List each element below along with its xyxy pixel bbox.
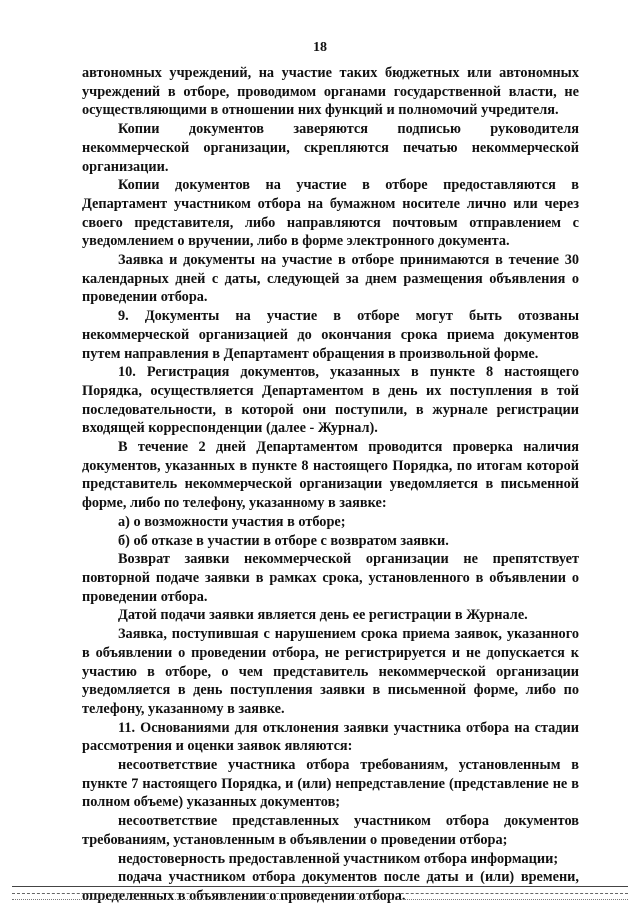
document-body bbox=[82, 64, 579, 906]
scan-edge-line bbox=[12, 899, 628, 900]
paragraph-item-11: 11. Основаниями для отклонения заявки участника отбора на стадии рассмотрения и оценки заявок являются: bbox=[82, 719, 579, 755]
paragraph-item-9: 9. Документы на участие в отборе могут быть отозваны некоммерческой организацией до окончания срока приема документов путем направления в Департамент обращения в произвольной форме. bbox=[82, 308, 579, 362]
scan-edge-line bbox=[12, 893, 628, 894]
paragraph-acceptance-period: Заявка и документы на участие в отборе принимаются в течение 30 календарных дней с даты, следующей за днем размещения объявления о проведении отбора. bbox=[82, 252, 579, 306]
list-item-a: а) о возможности участия в отборе; bbox=[118, 513, 346, 530]
paragraph-copies-certified: Копии документов заверяются подписью руководителя некоммерческой организации, скрепляются печатью некоммерческой организации. bbox=[82, 121, 579, 175]
paragraph-continuation: автономных учреждений, на участие таких бюджетных или автономных учреждений в отборе, проводимом органами государственной власти, не осуществляющими в отношении них функций и полномочий учредителя. bbox=[82, 65, 579, 119]
paragraph-submission-date: Датой подачи заявки является день ее регистрации в Журнале. bbox=[118, 607, 528, 624]
rejection-reason-1: несоответствие участника отбора требованиям, установленным в пункте 7 настоящего Порядка, и (или) непредставление (представление не в полном объеме) указанных документов; bbox=[82, 757, 579, 811]
paragraph-verification: В течение 2 дней Департаментом проводится проверка наличия документов, указанных в пункте 8 настоящего Порядка, по итогам которой представитель некоммерческой организации уведомляется в письменной форме, либо по телефону, указанному в заявке: bbox=[82, 439, 579, 512]
page-number: 18 bbox=[313, 40, 327, 55]
paragraph-late-submission: Заявка, поступившая с нарушением срока приема заявок, указанного в объявлении о проведении отбора, не регистрируется и не допускается к участию в отборе, о чем представитель некоммерческой организации уведомляется в день поступления заявки в письменной форме, либо по телефону, указанному в заявке. bbox=[82, 626, 579, 717]
rejection-reason-4: подача участником отбора документов после даты и (или) времени, определенных в объявлении о проведении отбора. bbox=[82, 869, 579, 904]
list-item-b: б) об отказе в участии в отборе с возвратом заявки. bbox=[118, 532, 449, 549]
rejection-reason-2: несоответствие представленных участником отбора документов требованиям, установленным в объявлении о проведении отбора; bbox=[82, 813, 579, 848]
rejection-reason-3: недостоверность предоставленной участником отбора информации; bbox=[118, 850, 559, 867]
scan-edge-line bbox=[12, 886, 628, 887]
paragraph-return: Возврат заявки некоммерческой организации не препятствует повторной подаче заявки в рамках срока, установленного в объявлении о проведении отбора. bbox=[82, 551, 579, 605]
paragraph-copies-submission: Копии документов на участие в отборе предоставляются в Департамент участником отбора на бумажном носителе лично или через своего представителя, либо направляются почтовым отправлением с уведомлением о вручении, либо в форме электронного документа. bbox=[82, 177, 579, 250]
paragraph-item-10: 10. Регистрация документов, указанных в пункте 8 настоящего Порядка, осуществляется Департаментом в день их поступления в той последовательности, в которой они поступили, в журнале регистрации входящей корреспонденции (далее - Журнал). bbox=[82, 364, 579, 437]
